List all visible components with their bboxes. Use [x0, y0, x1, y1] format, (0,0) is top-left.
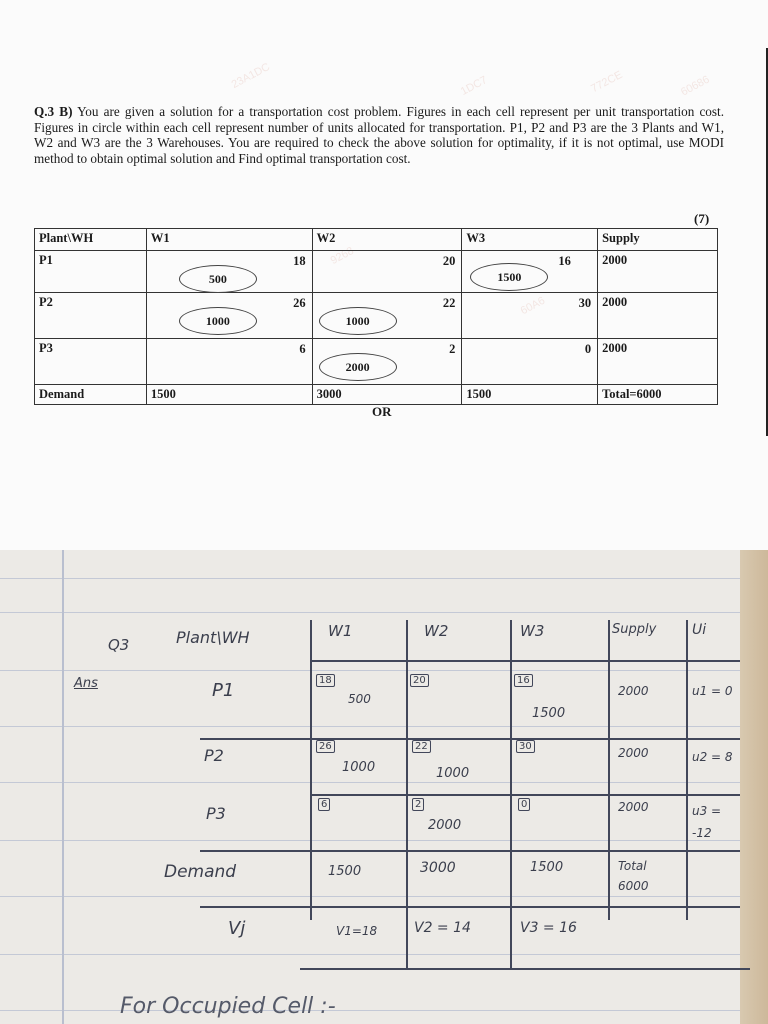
row-label: Demand	[35, 385, 147, 405]
cell-cost: 18	[293, 254, 306, 268]
row-label: P1	[35, 251, 147, 293]
note-cost-box: 2	[412, 798, 424, 811]
cell-p2-w2	[312, 293, 462, 339]
notebook-edge	[740, 550, 768, 1024]
note-v2: V2 = 14	[414, 920, 471, 936]
note-answer-label: Ans	[74, 676, 98, 691]
note-alloc: 1500	[532, 706, 566, 721]
cell-p3-w1	[146, 339, 312, 385]
note-row-label: P1	[212, 680, 235, 701]
row-label: P3	[35, 339, 147, 385]
allocation-circle: 1000	[179, 307, 257, 335]
cell-supply-p3: 2000	[598, 339, 718, 385]
header-w1: W1	[146, 229, 312, 251]
note-alloc: 1000	[436, 766, 470, 781]
question-text	[34, 104, 724, 166]
cell-supply-p2: 2000	[598, 293, 718, 339]
note-header-plant: Plant\WH	[176, 628, 250, 647]
allocation-circle: 1500	[470, 263, 548, 291]
cell-cost: 6	[299, 342, 306, 356]
note-cost-box: 20	[410, 674, 429, 687]
note-supply: 2000	[618, 684, 649, 698]
demand-w2: 3000	[312, 385, 462, 405]
cell-cost: 16	[558, 254, 571, 268]
cell-cost: 0	[584, 342, 592, 356]
note-cost-box: 26	[316, 740, 335, 753]
question-marks: (7)	[694, 211, 710, 226]
cell-p3-w3	[462, 339, 598, 385]
cell-p3-w2	[312, 339, 462, 385]
cell-p1-w3	[462, 251, 598, 293]
note-header-w3: W3	[520, 622, 545, 640]
table-row-p2	[35, 293, 718, 339]
note-header-w1: W1	[328, 622, 353, 640]
allocation-circle: 2000	[319, 353, 397, 381]
cell-p2-w1	[146, 293, 312, 339]
note-cost-box: 0	[518, 798, 530, 811]
note-cost-box: 6	[318, 798, 330, 811]
note-demand-w3: 1500	[530, 860, 564, 875]
note-alloc: 2000	[428, 818, 462, 833]
cell-supply-p1: 2000	[598, 251, 718, 293]
note-header-supply: Supply	[612, 622, 657, 637]
note-u-value: u1 = 0	[692, 684, 733, 698]
table-header-row	[35, 229, 718, 251]
cell-cost: 30	[578, 296, 592, 310]
note-row-label: P3	[206, 804, 226, 823]
note-question-number: Q3	[108, 636, 130, 654]
note-header-w2: W2	[424, 622, 449, 640]
or-label: OR	[372, 404, 392, 419]
note-v1: V1=18	[336, 924, 378, 938]
question-body: You are given a solution for a transportation cost problem. Figures in each cell represent per unit transportation cost. Figures in circle within each cell represent number of units allocated for transportation. P1, P2 and P3 are the 3 Plants and W1, W2 and W3 are the 3 Warehouses. You are required to check the above solution for optimality, if it is not optimal, use MODI method to obtain optimal solution and Find optimal transportation cost.	[34, 104, 724, 166]
demand-w3: 1500	[462, 385, 598, 405]
note-total: Total 6000	[618, 859, 649, 893]
table-row-p1	[35, 251, 718, 293]
cell-p1-w2	[312, 251, 462, 293]
note-cost-box: 22	[412, 740, 431, 753]
note-demand-w2: 3000	[420, 860, 456, 876]
demand-total: Total=6000	[598, 385, 718, 405]
row-label: P2	[35, 293, 147, 339]
header-w2: W2	[312, 229, 462, 251]
note-row-label: P2	[204, 746, 224, 765]
cell-cost: 2	[449, 342, 456, 356]
note-cost-box: 30	[516, 740, 535, 753]
handwritten-notebook-photo	[0, 550, 768, 1024]
cell-cost: 26	[293, 296, 306, 310]
table-row-demand	[35, 385, 718, 405]
demand-w1: 1500	[146, 385, 312, 405]
note-alloc: 500	[348, 692, 371, 706]
note-cost-box: 16	[514, 674, 533, 687]
note-supply: 2000	[618, 746, 649, 760]
note-bottom-line: For Occupied Cell :-	[120, 994, 336, 1019]
cell-p2-w3	[462, 293, 598, 339]
allocation-circle: 1000	[319, 307, 397, 335]
notebook-margin	[62, 550, 64, 1024]
cell-cost: 22	[442, 296, 456, 310]
note-u-value: u2 = 8	[692, 750, 733, 764]
note-cost-box: 18	[316, 674, 335, 687]
question-number: Q.3 B)	[34, 104, 73, 119]
header-plant-wh: Plant\WH	[35, 229, 147, 251]
note-header-ui: Ui	[692, 622, 707, 638]
header-supply: Supply	[598, 229, 718, 251]
note-u-value: u3 = -12	[692, 804, 722, 840]
transportation-table	[34, 228, 718, 405]
cell-cost: 20	[442, 254, 456, 268]
note-vj-label: Vj	[228, 918, 246, 939]
note-demand-label: Demand	[164, 862, 237, 882]
table-row-p3	[35, 339, 718, 385]
cell-p1-w1	[146, 251, 312, 293]
printed-question-section: 23A1DC 1DC7 772CE 60686 9268 60A6 Q.3 B) You are given a solution for a transportation cost problem. Figures in each cell represent per unit transportation cost. Figures in circle within each cell represent number of units allocated for transportation. P1, P2 and P3 are the 3 Plants and W1, W2 and W3 are the 3 Warehouses. You are required to check the above solution for optimality, if it is not optimal, use MODI method to obtain optimal solution and Find optimal transportation cost. (7) Plant\WH W1 W2 W3 Supply P1 18 500 20 16 1500 2000 P2 26 1000 22 1000 30 2000 P3 6 2 2000 0 2000 Demand 1500 3000 1500 Total=6000 OR	[0, 0, 768, 550]
note-v3: V3 = 16	[520, 920, 577, 936]
header-w3: W3	[462, 229, 598, 251]
allocation-circle: 500	[179, 265, 257, 293]
note-demand-w1: 1500	[328, 864, 362, 879]
note-supply: 2000	[618, 800, 649, 814]
note-alloc: 1000	[342, 760, 376, 775]
